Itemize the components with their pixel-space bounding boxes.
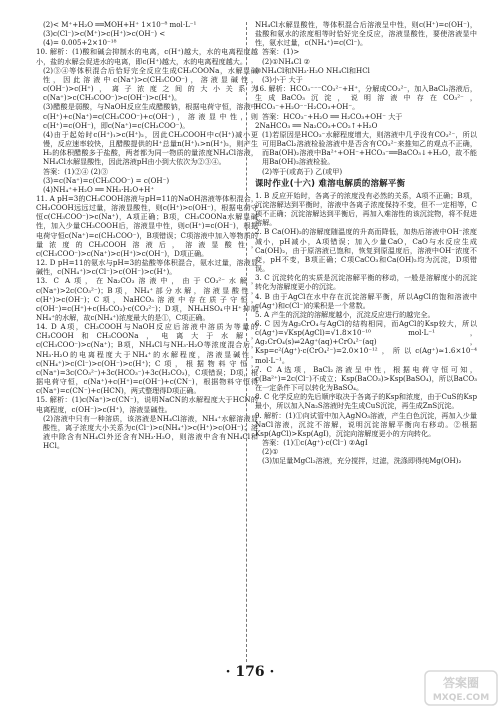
text-line: 13. C A项，在Na₂CO₃溶液中，由于CO₃²⁻水解，c(Na⁺)>2c(CO₃²⁻)；B项，NH₄⁺部分水解，溶液显酸性，c(H⁺)>c(OH⁻)；C项，NaHCO₃溶液中存在质子守恒，c(OH⁻)=c(H⁺)+c(H₂CO₃)-c(CO₃²⁻)；D项，NH₄HSO₄中H⁺抑制NH₄⁺的水解，故c(NH₄⁺)浓度最大的是①，C项正确。 [36,276,258,322]
watermark-line2: MXQE.COM [432,693,490,703]
text-line: 4. B 由于AgCl在水中存在沉淀溶解平衡，所以AgCl的饱和溶液中c(Ag⁺)和c(Cl⁻)的乘积是一个常数。 [255,291,477,310]
text-line: 12. D pH=11的氨水与pH=3的盐酸等体积混合，氨水过量，溶液显碱性，c(NH₄⁺)>c(Cl⁻)>c(OH⁻)>c(H⁺)。 [36,258,258,277]
text-line: (4)NH₄⁺+H₂O ══ NH₃·H₂O+H⁺ [43,184,155,194]
text-line: (2)① [262,447,279,457]
text-line: (3)=c(Na⁺)=c(CH₃COO⁻) = c(OH⁻) [43,175,170,185]
text-line: 答案：HCO₃⁻+H₂O ══ H₂CO₃+OH⁻ 大于 [262,111,403,121]
right-column [255,20,477,466]
text-line: 2NaHCO₃ ══ Na₂CO₃+CO₂↑+H₂O [255,120,378,130]
text-line: (2)等于(或高于) 乙(或甲) [262,166,343,176]
text-line: 2. B Ca(OH)₂的溶解度随温度的升高而降低，加热后溶液中OH⁻浓度减小，pH减小，A项错误；加入少量CaO，CaO与水反应生成Ca(OH)₂，由于原溶液已饱和，恢复到原温度后，溶液中OH⁻浓度不变，pH不变，B项正确；C项CaCO₃和Ca(OH)₂均为沉淀，D项错误。 [255,227,477,274]
text-line: 15. 解析：(1)c(Na⁺)>c(CN⁻)，说明NaCN的水解程度大于HCN的电离程度，c(OH⁻)>c(H⁺)，溶液显碱性。 [36,395,258,414]
text-line: 答案：(1)①c(Ag⁺)·c(Cl⁻) ②AgI [262,438,368,448]
page-number: · 176 · [225,664,275,680]
text-line: (1)若原因是HCO₃⁻水解程度增大，则溶液中几乎没有CO₃²⁻，所以可用BaCl₂溶液检验溶液中是否含有CO₃²⁻来推知乙的观点不正确，而Ba(OH)₂溶液中Ba²⁺+OH⁻+HCO₃⁻══BaCO₃↓+H₂O，故不能用Ba(OH)₂溶液检验。 [262,129,477,167]
text-line: (3)小于 大于 [262,74,303,84]
text-line: 3. C 沉淀转化的实质是沉淀溶解平衡的移动，一般是溶解度小的沉淀转化为溶解度更小的沉淀。 [255,273,477,292]
text-line: (2)< M⁺+H₂O ══MOH+H⁺ 1×10⁻⁸ mol·L⁻¹ [43,20,197,29]
section-title: 课时作业(十六) 难溶电解质的溶解平衡 [255,177,406,188]
text-line: 16. 解析：HCO₃⁻⁻⁻CO₃²⁻+H⁺，分解成CO₃²⁻，加入BaCl₂溶液后，生成BaCO₃沉淀，说明溶液中存在CO₃²⁻，HCO₃⁻+H₂O⁻⁻H₂CO₃+OH⁻。 [255,84,477,112]
watermark-logo [424,670,498,706]
text-line: (2)溶液中只有一种溶质，该溶液是NH₄Cl溶液，NH₄⁺水解溶液显酸性，离子浓度大小关系为c(Cl⁻)>c(NH₄⁺)>c(H⁺)>c(OH⁻)；溶液中除含有NH₄Cl外还含有NH₃·H₂O，则溶液中含有NH₄Cl和HCl。 [43,413,258,451]
text-line: (2)③④等体积混合后恰好完全反应生成CH₃COONa，水解显碱性，因此溶液中c(Na⁺)>c(CH₃COO⁻)，溶液显碱性，c(OH⁻)>c(H⁺)，离子浓度之间的大小关系为c(Na⁺)>c(CH₃COO⁻)>c(OH⁻)>c(H⁺)。 [43,65,258,103]
text-line: (3)c(Cl⁻)>c(M⁺)>c(H⁺)>c(OH⁻) < [43,29,166,39]
text-line: 5. A 产生的沉淀的溶解度越小，沉淀反应进行的越完全。 [255,309,435,319]
text-line: 11. A pH=3的CH₃COOH溶液与pH=11的NaOH溶液等体积混合，CH₃COOH远远过量，溶液显酸性，则c(H⁺)>c(OH⁻)，根据电荷守恒c(CH₃COO⁻)>c(Na⁺)，A项正确；B项，CH₃COONa水解显碱性，加入少量CH₃COOH后，溶液显中性，则c(H⁺)=c(OH⁻)，根据电荷守恒c(Na⁺)=c(CH₃COO⁻)，B项错误；C项溶液中加入等物质的量浓度的CH₃COOH溶液后，溶液显酸性，c(CH₃COO⁻)>c(Na⁺)>c(H⁺)>c(OH⁻)，D项正确。 [36,193,258,258]
text-line: NH₄Cl水解显酸性，等体积混合后溶液呈中性，则c(H⁺)=c(OH⁻)，盐酸和氨水的浓度相等时恰好完全反应，溶液显酸性，要使溶液显中性，氨水过量，c(NH₄⁺)=c(Cl⁻)。 [255,20,477,48]
text-line: (3)醋酸是弱酸，与NaOH反应生成醋酸钠，根据电荷守恒，溶液中c(H⁺)+c(Na⁺)=c(CH₃COO⁻)+c(OH⁻)，溶液显中性，则c(H⁺)=c(OH⁻)，即c(Na⁺)=c(CH₃COO⁻)。 [43,102,258,130]
text-line: (2)①NH₄Cl ② [262,56,310,66]
text-line: 10. 解析：(1)酸和碱会抑制水的电离，c(H⁺)越大，水的电离程度越小，盐的水解会促进水的电离，即c(H⁺)越大，水的电离程度越大。 [36,47,258,66]
text-line: (4)由于起始时c(H⁺)₁>c(H⁺)₂，因此CH₃COOH中c(H⁺)减小更慢，反应速率较快，且醋酸提供的H⁺总量n(H⁺)₁>n(H⁺)₂，则产生H₂的体积醋酸多于盐酸，两者都为同一物质的量浓度NH₄Cl溶液，NH₄Cl水解显酸性，因此溶液pH由小到大依次为②③④。 [43,129,258,167]
text-line: 答案：(1)> [262,47,300,57]
text-line: 14. D A项，CH₃COOH与NaOH反应后溶液中溶质为等量的CH₃COOH和CH₃COONa，电离大于水解，c(CH₃COO⁻)>c(Na⁺)；B项，NH₄Cl与NH₃·H₂O等浓度混合后，NH₃·H₂O的电离程度大于NH₄⁺的水解程度，溶液显碱性，c(NH₄⁺)>c(Cl⁻)>c(OH⁻)>c(H⁺)；C项，根据物料守恒，c(Na⁺)=3c(CO₃²⁻)+3c(HCO₃⁻)+3c(H₂CO₃)，C项错误；D项，根据电荷守恒，c(Na⁺)+c(H⁺)=c(OH⁻)+c(CN⁻)，根据物料守恒得c(Na⁺)=c(CN⁻)+c(HCN)，两式整理得D项正确。 [36,322,258,396]
text-line: 6. C 因为Ag₂CrO₄与AgCl的结构相同，而AgCl的Ksp较大，所以c(Ag⁺)=√Ksp(AgCl)=√1.8×10⁻¹⁰ mol·L⁻¹，Ag₂CrO₄(s)⇌2Ag⁺(aq)+CrO₄²⁻(aq)，Ksp=c²(Ag⁺)·c(CrO₄²⁻)=2.0×10⁻¹²，所以c(Ag⁺)≈1.6×10⁻⁴ mol·L⁻¹。 [255,319,477,365]
watermark-line1: 答案圈 [442,676,480,690]
text-line: 答案：(1)②④ (2)③ [43,166,108,176]
text-line: (3)加足量MgCl₂溶液，充分搅拌，过滤，洗涤即得纯Mg(OH)₂ [262,456,462,466]
left-column [36,20,258,450]
text-line: 7. C A选项，BaCl₂溶液呈中性，根据电荷守恒可知，c(Ba²⁺)=2c(Cl⁻)不成立；Ksp(BaCO₃)>Ksp(BaSO₄)，所以BaCO₃在一定条件下可以转化为BaSO₄。 [255,364,477,393]
text-line: (4)= 0.005+2×10⁻¹⁸ [43,38,117,48]
text-line: 8. C 化学反应的先后顺序取决于各离子的Ksp和浓度，由于CuS的Ksp最小，所以加入Na₂S溶液时先生成CuS沉淀，再生成ZnS沉淀。 [255,392,477,411]
text-line: ③NH₄Cl和NH₃·H₂O NH₄Cl和HCl [255,65,370,75]
text-line: 1. B 反应开始时，各离子的浓度没有必然的关系，A项不正确；B项，沉淀溶解达到平衡时，溶液中各离子浓度保持不变，但不一定相等，C项不正确；沉淀溶解达到平衡后，再加入难溶性的该沉淀物，将不促进溶解。 [255,190,477,228]
text-line: 9. 解析：(1)①向试管中加入AgNO₃溶液，产生白色沉淀，再加入少量NaCl溶液，沉淀不溶解，说明沉淀溶解平衡向右移动。②根据Ksp(AgCl)>Ksp(AgI)，沉淀向溶解度更小的方向转化。 [255,410,477,438]
column-divider [246,22,248,662]
